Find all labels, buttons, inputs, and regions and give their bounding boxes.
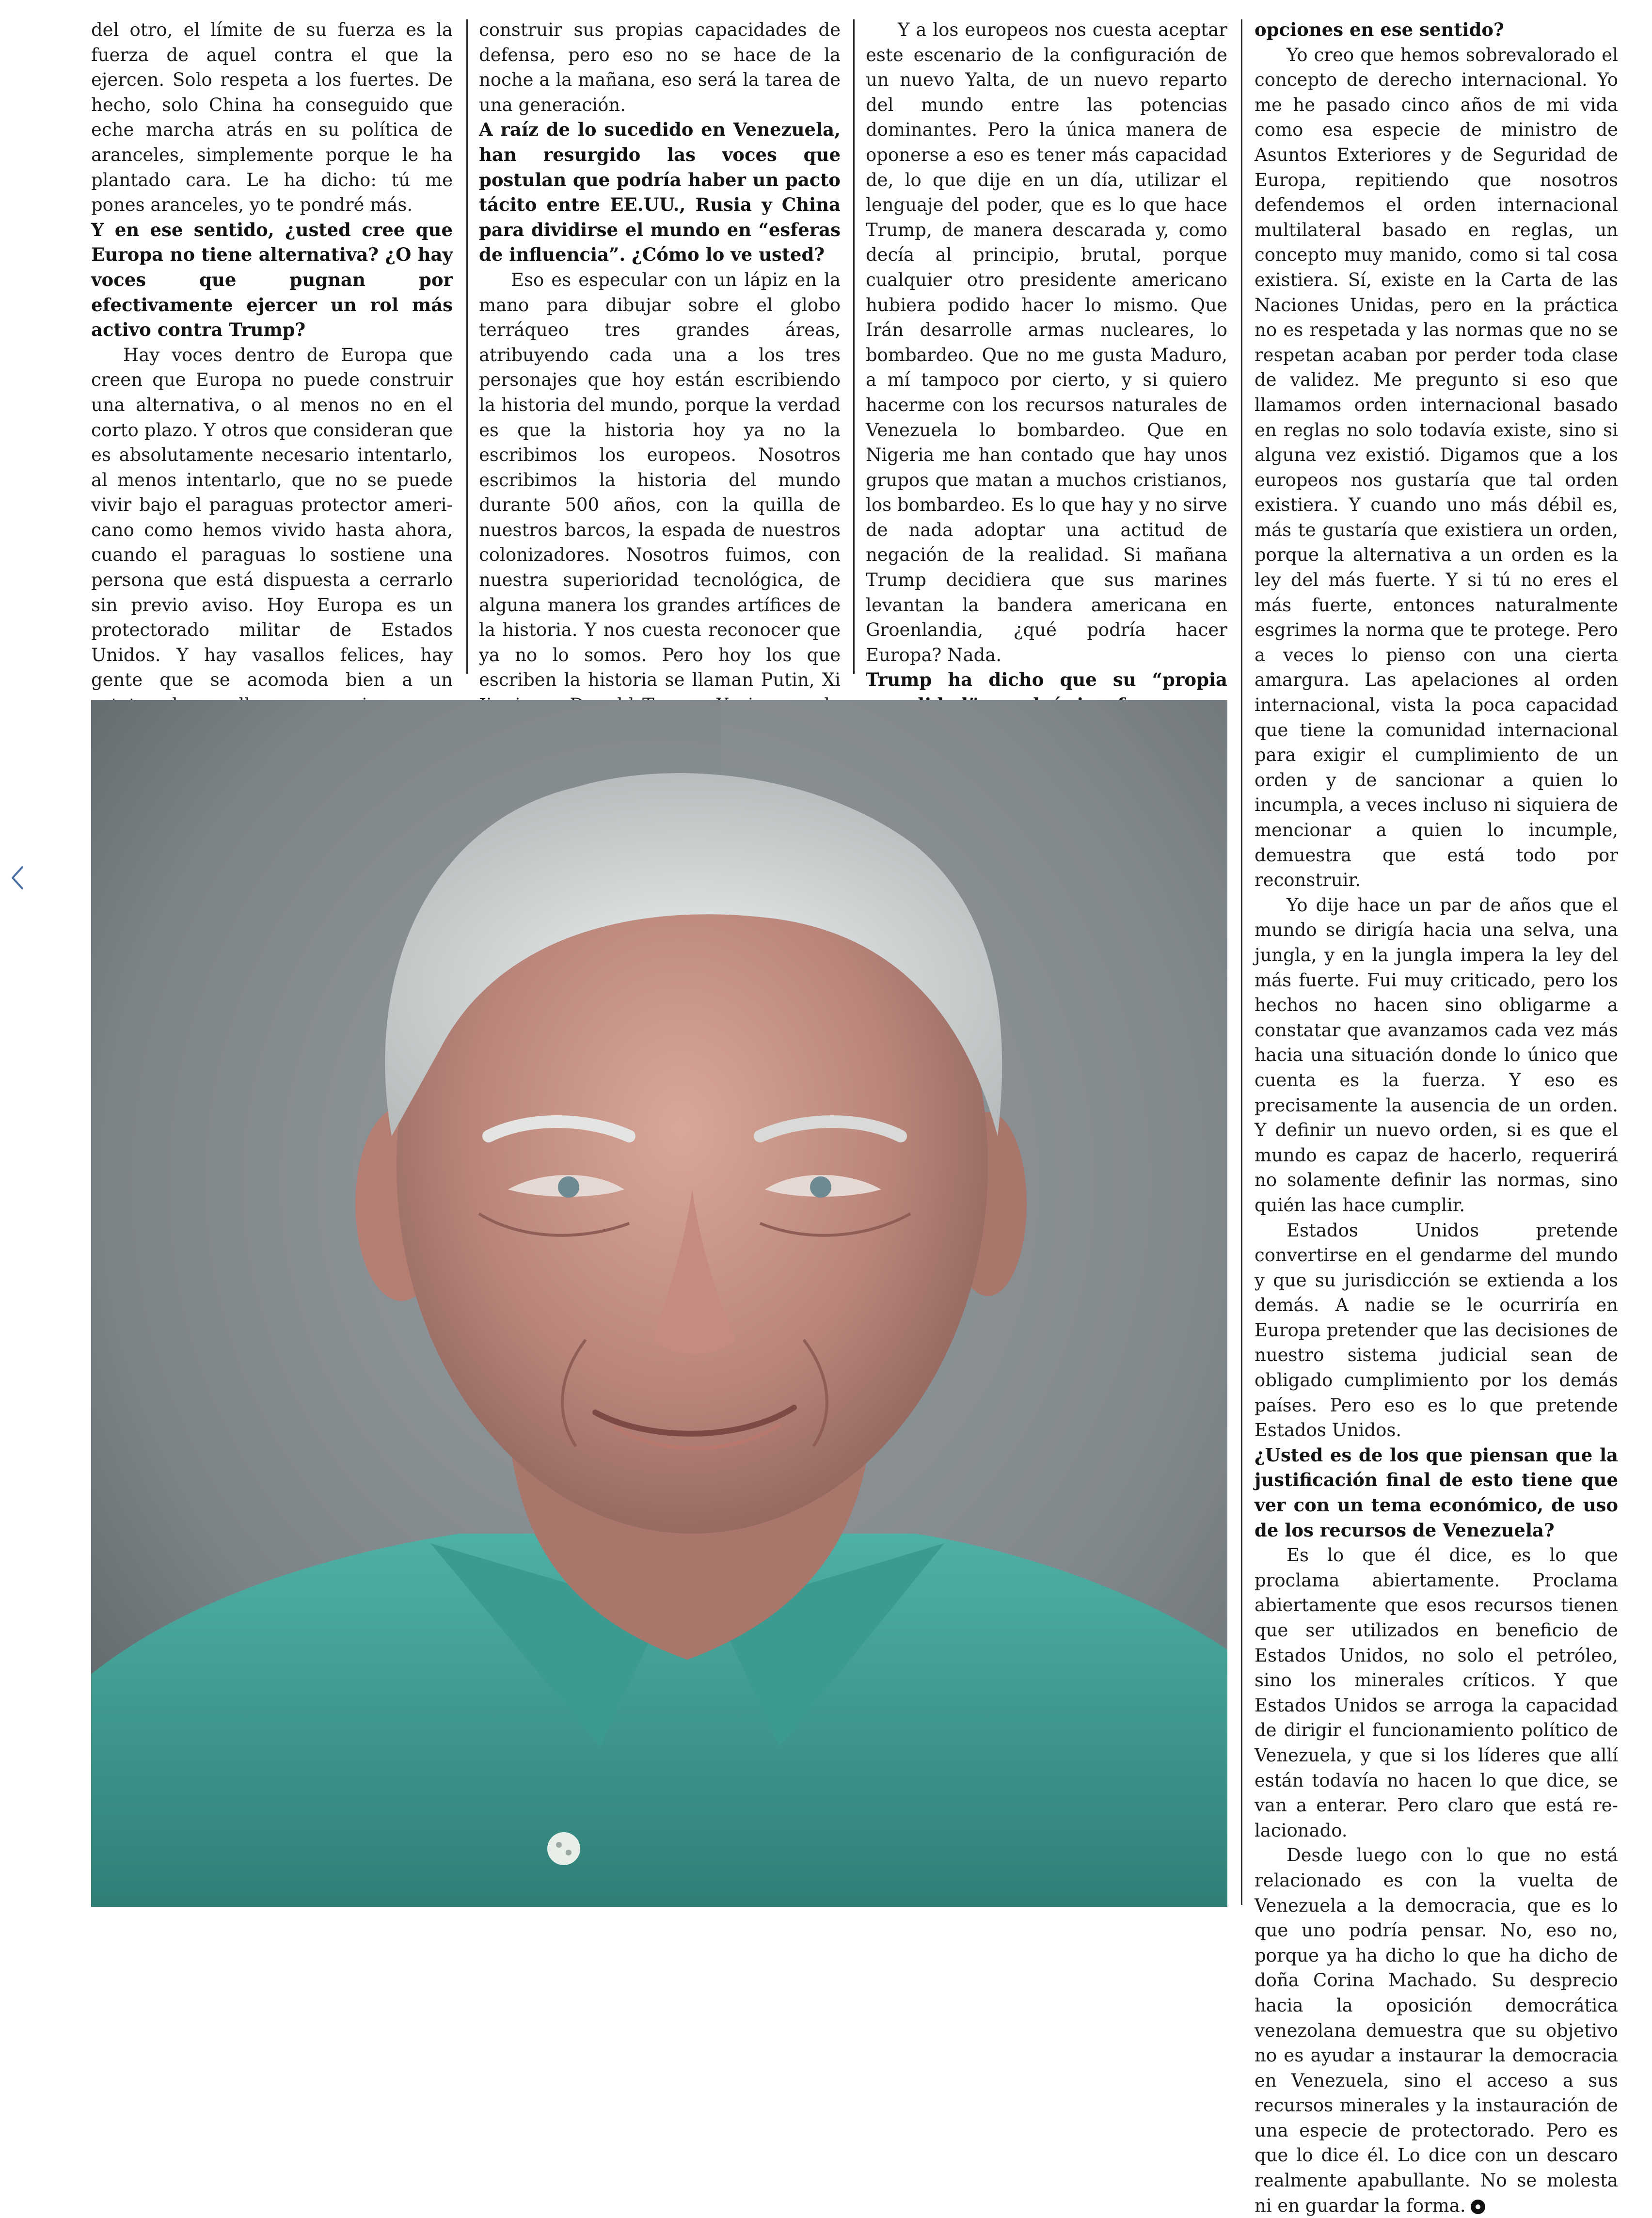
answer-paragraph: Eso es especular con un lápiz en la mano para dibujar sobre el globo terráqueo tres grandes áreas, atribuyendo cada una a los tres personajes que hoy están escribiendo la historia del mundo, porque la verdad es que la historia hoy ya no la escribimos los europeos. Nosotros escribimos la historia del mundo durante 500 años, con la quilla de nuestros barcos, la espada de nuestros colonizadores. Nosotros fuimos, con nuestra superioridad tecnológica, de alguna manera los grandes artífices de la historia. Y nos cuesta reconocer que ya no lo somos. Pero hoy los que escriben la historia se llaman Putin, Xi — [479, 269, 841, 691]
end-of-article-icon — [1471, 2200, 1485, 2214]
previous-page-button[interactable] — [5, 861, 29, 895]
article-column-4 — [1255, 17, 1618, 2216]
answer-paragraph: del otro, el límite de su fuerza es la fuerza de aquel contra el que la ejercen. Solo respeta a los fuertes. De hecho, solo China ha conseguido que eche marcha atrás en su política de aranceles, simplemente porque le ha plantado cara. Le ha dicho: tú me pones aranceles, yo te pondré más. — [91, 19, 453, 216]
answer-paragraph: Estados Unidos pretende convertirse en el gendarme del mundo y que su jurisdicción se extienda a los demás. A nadie se le ocurriría en Europa pretender que las decisiones de nuestro sistema judicial sean de obligado cumplimiento por los demás países. Pero eso es lo que pretende Estados Unidos. — [1255, 1220, 1618, 1441]
article-column-3 — [866, 17, 1227, 691]
answer-paragraph: Yo creo que hemos sobrevalorado el concepto de derecho internacional. Yo me he pasado cinco años de mi vida como esa especie de ministro de Asuntos Exteriores y de Seguridad de Europa, repitiendo que nosotros defendemos el orden internacional multilateral basado en reglas, un concepto muy manido, como si tal cosa existiera. Sí, existe en la Carta de las Naciones Unidas, pero en la práctica no es respetada y las normas que no se respetan acaban por perder toda clase de validez. Me pregunto si eso que llamamos orden internacional basado en reglas no solo todavía existe, sino si alguna vez existió. Digamos que a los europeos nos gustaría que tal orden existiera. Y cuando uno más débil es, más te gustaría que existiera un orden, porque la alternativa a un orden es la ley del más fuerte. Y si tú no eres el más fuerte, entonces naturalmente esgrimes la norma que te protege. Pero a veces lo pienso con una cierta amargura. Las apelaciones al orden internacional, vista la poca capacidad que tiene la comunidad internacional para exigir el cumplimiento de un orden y de sancionar a quien lo incumpla, a veces incluso ni siquiera de mencionar a quien lo incumple, demuestra que está todo por reconstruir. — [1255, 44, 1618, 891]
interview-question: Y en ese sentido, ¿usted cree que Europa no tiene alternativa? ¿O hay voces que pugnan por efectivamente ejercer un rol más activo contra Trump? — [91, 219, 453, 341]
article-column-1 — [91, 17, 453, 691]
answer-paragraph: construir sus propias capacidades de defensa, pero eso no se hace de la noche a la mañana, eso será la tarea de una generación. — [479, 19, 841, 115]
article-column-2 — [479, 17, 841, 691]
answer-paragraph: Yo dije hace un par de años que el mundo se dirigía hacia una selva, una jungla, y en la jungla impera la ley del más fuerte. Fui muy criticado, pero los hechos no hacen sino obligarme a constatar que avanzamos cada vez más hacia una situación donde lo único que cuenta es la fuerza. Y eso es precisamente la ausencia de un orden. Y definir un nuevo orden, si es que el mundo es capaz de hacerlo, requerirá no solamente definir las normas, sino quién las hace cumplir. — [1255, 894, 1618, 1216]
portrait-photo — [91, 700, 1227, 1907]
interview-question: opciones en ese sentido? — [1255, 19, 1504, 40]
answer-paragraph: Es lo que él dice, es lo que proclama abiertamente. Proclama abiertamente que esos recursos tienen que ser utilizados en beneficio de Estados Unidos, no solo el petróleo, sino los minerales críticos. Y que Estados Unidos se arroga la capacidad de dirigir el funcionamiento político de Venezuela, y que si los líderes que allí están todavía no hacen lo que dice, se van a enterar. Pero claro que está relacionado. — [1255, 1545, 1618, 1841]
interview-question: Trump ha dicho que su “propia — [866, 669, 1227, 691]
column-divider — [1241, 19, 1242, 1905]
chevron-left-icon — [9, 864, 25, 891]
answer-paragraph: Desde luego con lo que no está relacionado es con la vuelta de Venezuela a la democracia, que es lo que uno podría pensar. No, eso no, porque ya ha dicho lo que ha dicho de doña Corina Machado. Su desprecio hacia la oposición democrática venezolana demuestra que su objetivo no es ayudar a instaurar la democracia en Venezuela, sino el acceso a sus recursos minerales y la instauración de una especie de protectorado. Pero es que lo dice él. Lo dice con un descaro realmente apabullante. No se molesta ni en guardar la forma. — [1255, 1845, 1618, 2216]
column-divider — [466, 19, 468, 674]
interview-question: A raíz de lo sucedido en Venezuela, han resurgido las voces que postulan que podría haber un pacto tácito entre EE.UU., Rusia y China para dividirse el mundo en “esferas de influencia”. ¿Cómo lo ve usted? — [479, 119, 841, 266]
portrait-illustration — [91, 700, 1227, 1907]
interview-question: ¿Usted es de los que piensan que la justificación final de esto tiene que ver con un tema económico, de uso de los recursos de Venezuela? — [1255, 1444, 1618, 1541]
answer-paragraph: Hay voces dentro de Europa que creen que Europa no puede construir una alternativa, o al menos no en el corto plazo. Y otros que consideran que es absolutamente necesario intentarlo, al menos intentarlo, que no se puede vivir bajo el paraguas protector americano como hemos vivido hasta ahora, cuando el paraguas lo sostiene una persona que está dispuesta a cerrarlo sin previo aviso. Hoy Europa es un protectorado militar de Estados Unidos. Y hay vasallos felices, hay gente que se acomoda bien a un — [91, 344, 453, 691]
answer-paragraph: Y a los europeos nos cuesta aceptar este escenario de la configuración de un nuevo Yalta, de un nuevo reparto del mundo entre las potencias dominantes. Pero la única manera de oponerse a eso es tener más capacidad de, lo que dije en un día, utilizar el lenguaje del poder, que es lo que hace Trump, de manera descarada y, como decía al principio, brutal, porque cualquier otro presidente americano hubiera podido hacer lo mismo. Que Irán desarrolle armas nucleares, lo bombardeo. Que no me gusta Maduro, a mí tampoco por cierto, y si quiero hacerme con los recursos naturales de Venezuela lo bombardeo. Que en Nigeria me han contado que hay unos grupos que matan a muchos cristianos, los bombardeo. Es lo que hay y no sirve de nada adoptar una actitud de negación de la realidad. Si mañana Trump decidiera que sus marines levantan la bandera americana en Groenlandia, ¿qué podría hacer Europa? Nada. — [866, 19, 1227, 665]
column-divider — [853, 19, 855, 674]
